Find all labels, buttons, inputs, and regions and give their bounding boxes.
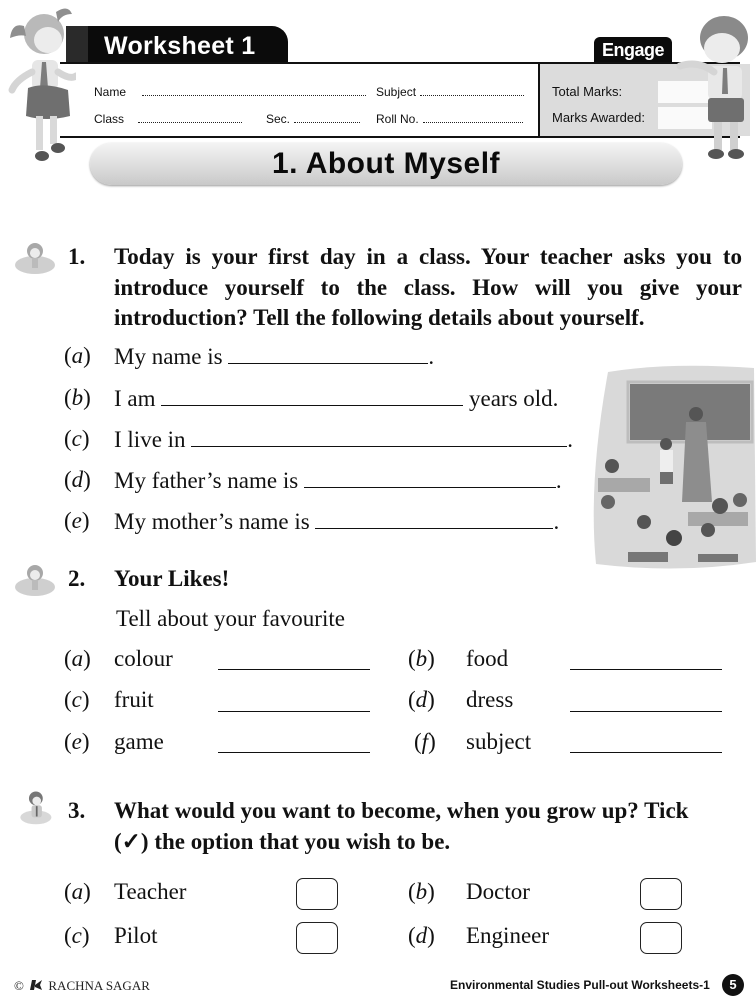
q2-item-f-label: (f) [414,729,436,754]
q1-item-b-text: I am [114,386,156,411]
classroom-illustration [588,362,756,572]
q1-item-e-suffix: . [553,509,560,534]
marks-awarded-label: Marks Awarded: [552,110,645,125]
q2-item-d-answer-line[interactable] [570,711,722,712]
q2-item-a-label: (a) [64,646,91,671]
pilot-checkbox[interactable] [296,922,338,954]
doctor-checkbox[interactable] [640,878,682,910]
header-divider-bottom [60,136,740,138]
total-marks-label: Total Marks: [552,84,623,99]
q1-item-d-blank[interactable] [304,467,556,488]
question-2-subtitle: Tell about your favourite [116,606,345,631]
q1-item-c-label: (c) [64,426,90,451]
q2-item-d-text: dress [466,687,514,712]
q2-item-c-text: fruit [114,687,154,712]
q1-item-b-blank[interactable] [161,385,463,406]
subject-field[interactable] [376,85,524,99]
q3-option-c-label: (c) [64,923,90,948]
book-title: Environmental Studies Pull-out Worksheets-1 [450,978,710,992]
boy-thinking-icon [12,788,58,826]
q2-item-a-answer-line[interactable] [218,669,370,670]
teacher-checkbox[interactable] [296,878,338,910]
roll-no-field[interactable] [376,112,523,126]
q2-item-d-label: (d) [408,687,435,712]
engineer-checkbox[interactable] [640,922,682,954]
chapter-title: 1. About Myself [271,147,501,180]
question-3-number: 3. [68,798,86,823]
q1-item-a-label: (a) [64,343,91,368]
q2-item-e-label: (e) [64,729,90,754]
q1-item-c-suffix: . [567,427,574,452]
q1-item-b [114,385,558,412]
class-blank[interactable] [138,113,242,123]
q2-item-c-answer-line[interactable] [218,711,370,712]
q1-item-c-text: I live in [114,427,186,452]
section-field[interactable] [266,112,360,126]
q3-option-b-label: (b) [408,879,435,904]
q1-item-e-text: My mother’s name is [114,509,310,534]
q1-item-e-label: (e) [64,508,90,533]
question-2-number: 2. [68,566,86,591]
q1-item-d-label: (d) [64,467,91,492]
publisher-name: RACHNA SAGAR [48,978,150,993]
q2-item-f-text: subject [466,729,532,754]
q1-item-c-blank[interactable] [191,426,567,447]
chapter-title-bar [90,143,682,185]
q2-item-b-text: food [466,646,509,671]
q2-item-c-label: (c) [64,687,90,712]
publisher-logo-icon [29,979,43,991]
question-3-text-line2: (✓) the option that you wish to be. [114,829,451,854]
q1-item-b-suffix: years old. [469,386,559,411]
publisher-credit [14,978,150,994]
name-blank[interactable] [142,86,366,96]
copyright-icon: © [14,978,24,993]
q3-option-a-label: (a) [64,879,91,904]
question-3-text-line1: What would you want to become, when you grow up? Tick [114,798,689,823]
q3-option-d-label: (d) [408,923,435,948]
name-field[interactable] [94,85,366,99]
worksheet-tab: Worksheet 1 [88,26,288,64]
class-field[interactable] [94,112,242,126]
section-blank[interactable] [294,113,360,123]
q1-item-d [114,467,562,494]
q2-item-e-text: game [114,729,164,754]
q2-item-a-text: colour [114,646,173,671]
question-1-text: Today is your first day in a class. Your teacher asks you to introduce yourself to the class. How will you give your introduction? Tell the following details about yourself. [114,244,742,330]
class-label: Class [94,112,125,126]
q2-item-e-answer-line[interactable] [218,752,370,753]
roll-no-label: Roll No. [376,112,419,126]
q1-item-d-suffix: . [555,468,562,493]
subject-label: Subject [376,85,417,99]
q1-item-a [114,343,434,370]
q2-item-f-answer-line[interactable] [570,752,722,753]
question-1-number: 1. [68,244,86,269]
boy-character-icon [676,4,756,164]
q1-item-c [114,426,573,453]
q3-option-a-text: Teacher [114,879,187,904]
q3-option-d-text: Engineer [466,923,550,948]
girl-reading-icon [12,238,58,276]
girl-reading-icon [12,560,58,598]
q1-item-e-blank[interactable] [315,508,553,529]
section-label: Sec. [266,112,291,126]
subject-blank[interactable] [420,86,524,96]
q1-item-e [114,508,559,535]
page-number: 5 [722,974,744,996]
engage-tab: Engage [594,37,672,64]
q3-option-b-text: Doctor [466,879,530,904]
roll-no-blank[interactable] [423,113,523,123]
q1-item-a-suffix: . [428,344,435,369]
question-2-title: Your Likes! [114,566,230,591]
q2-item-b-label: (b) [408,646,435,671]
q1-item-d-text: My father’s name is [114,468,299,493]
q1-item-a-text: My name is [114,344,223,369]
q2-item-b-answer-line[interactable] [570,669,722,670]
q1-item-a-blank[interactable] [228,343,428,364]
girl-character-icon [6,4,76,164]
q1-item-b-label: (b) [64,385,91,410]
name-label: Name [94,85,127,99]
q3-option-c-text: Pilot [114,923,158,948]
